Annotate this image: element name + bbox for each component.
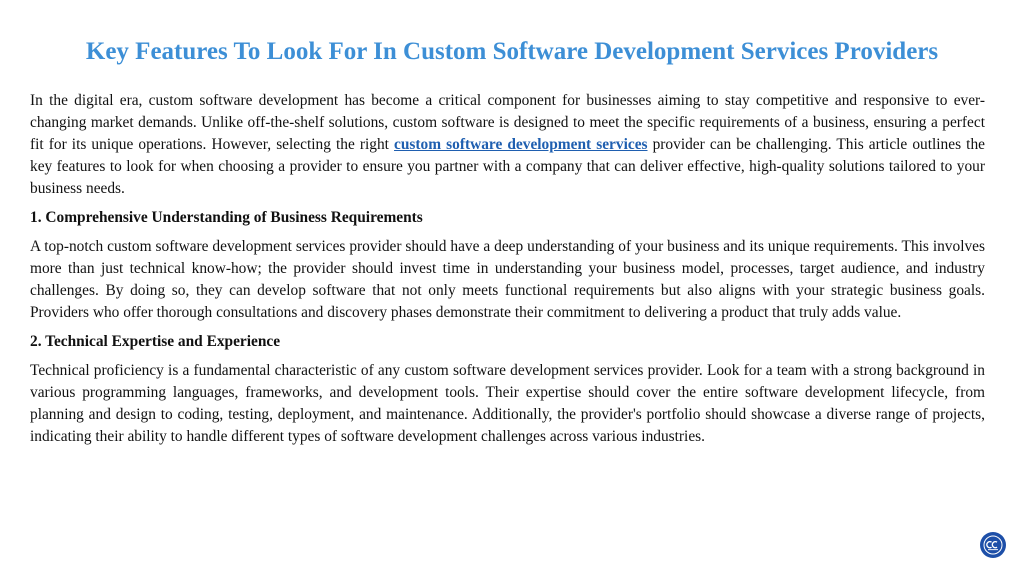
intro-paragraph	[30, 90, 985, 200]
section-heading-1: 1. Comprehensive Understanding of Business Requirements	[30, 209, 423, 226]
section-heading-2: 2. Technical Expertise and Experience	[30, 333, 281, 350]
intro-text-end: provider can be challenging. This article outlines the key features to look for when choosing a provider to ensure you partner with a company that can deliver effective, high-quality solutions tailored to your business needs.	[30, 136, 985, 197]
company-logo-icon	[980, 532, 1006, 558]
logo-mark-icon	[983, 535, 1003, 555]
intro-text-start: In the digital era, custom software development has become a critical component for businesses aiming to stay competitive and responsive to ever-changing market demands. Unlike off-the-shelf solutions, custom software is designed to meet the specific requirements of a business, ensuring a perfect fit for its unique operations. However, selecting the right	[30, 92, 985, 153]
section-body-1: A top-notch custom software development services provider should have a deep understanding of your business and its unique requirements. This involves more than just technical know-how; the provider should invest time in understanding your business model, processes, target audience, and industry challenges. By doing so, they can develop software that not only meets functional requirements but also aligns with your strategic business goals. Providers who offer thorough consultations and discovery phases demonstrate their commitment to delivering a product that truly adds value.	[30, 238, 985, 321]
page-title: Key Features To Look For In Custom Software Development Services Providers	[85, 38, 939, 65]
section-body-2: Technical proficiency is a fundamental characteristic of any custom software development services provider. Look for a team with a strong background in various programming languages, frameworks, and development tools. Their expertise should cover the entire software development lifecycle, from planning and design to coding, testing, deployment, and maintenance. Additionally, the provider's portfolio should showcase a diverse range of projects, indicating their ability to handle different types of software development challenges across various industries.	[30, 362, 985, 445]
custom-software-link[interactable]: custom software development services	[394, 136, 648, 153]
article-body	[30, 90, 985, 455]
